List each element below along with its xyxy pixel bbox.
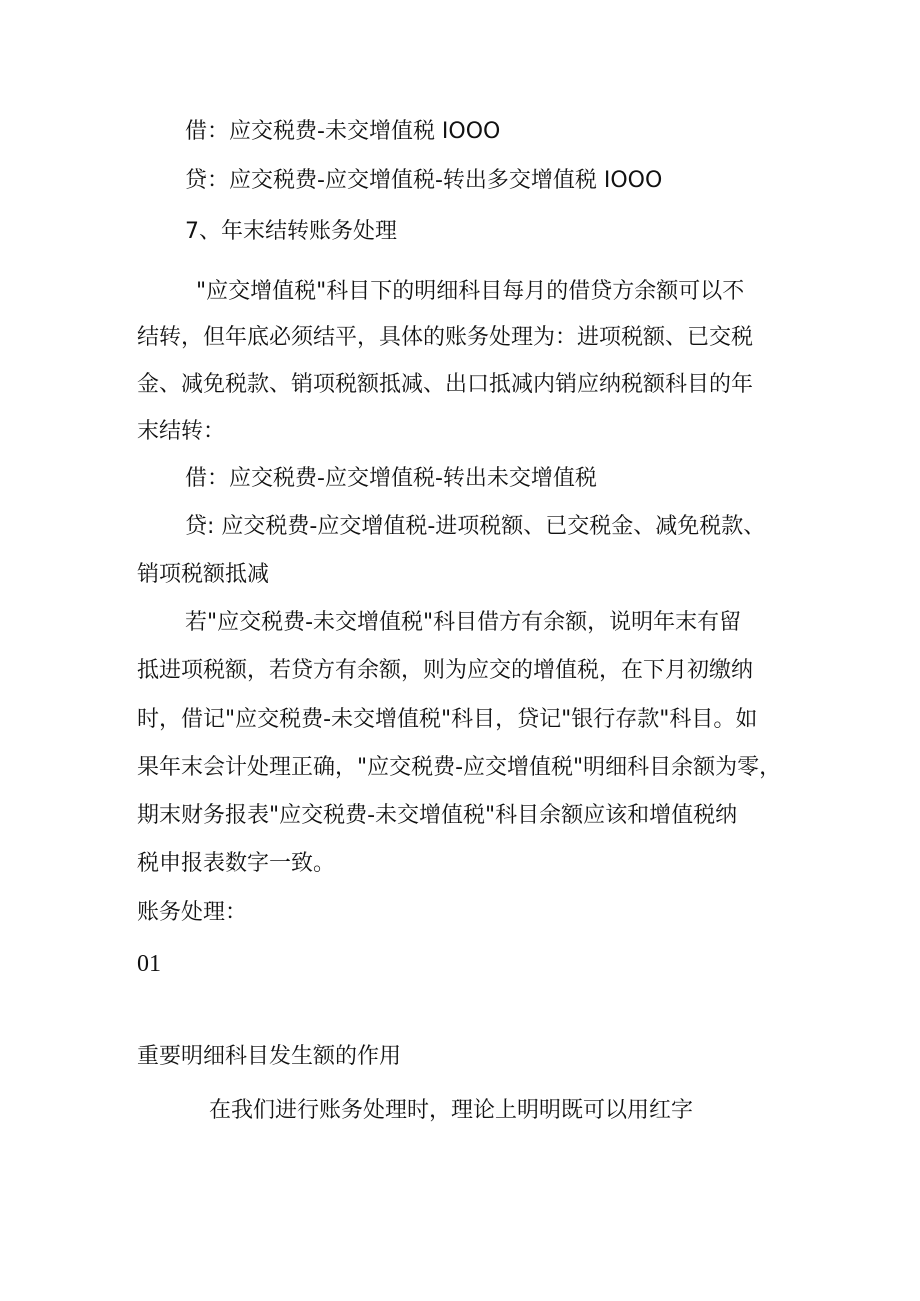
entry-debit-2: 借：应交税费-应交增值税-转出未交增值税 — [185, 466, 597, 491]
entry-debit-1: 借：应交税费-未交增值税 IOOO — [185, 119, 501, 144]
paragraph-line: 时，借记"应交税费-未交增值税"科目，贷记"银行存款"科目。如 — [137, 707, 758, 732]
paragraph-line: 果年末会计处理正确，"应交税费-应交增值税"明细科目余额为零， — [137, 755, 782, 780]
paragraph-line: 金、减免税款、销项税额抵减、出口抵减内销应纳税额科目的年 — [137, 372, 754, 397]
paragraph-line: 在我们进行账务处理时，理论上明明既可以用红字 — [209, 1098, 694, 1123]
paragraph-line: "应交增值税"科目下的明细科目每月的借贷方余额可以不 — [196, 279, 745, 304]
entry-credit-1: 贷：应交税费-应交增值税-转出多交增值税 IOOO — [185, 168, 663, 193]
entry-credit-2-cont: 销项税额抵减 — [137, 562, 270, 587]
label-accounting: 账务处理： — [137, 900, 248, 925]
paragraph-line: 结转，但年底必须结平，具体的账务处理为：进项税额、已交税 — [137, 325, 754, 350]
entry-credit-2: 贷: 应交税费-应交增值税-进项税额、已交税金、减免税款、 — [185, 514, 766, 539]
section-number: 01 — [137, 951, 161, 977]
paragraph-line: 抵进项税额，若贷方有余额，则为应交的增值税，在下月初缴纳 — [137, 658, 754, 683]
paragraph-line: 末结转： — [137, 419, 226, 444]
section-heading-7: 7、年末结转账务处理 — [185, 219, 397, 244]
section-title: 重要明细科目发生额的作用 — [137, 1044, 402, 1069]
paragraph-line: 税申报表数字一致。 — [137, 851, 336, 876]
paragraph-line: 若"应交税费-未交增值税"科目借方有余额，说明年末有留 — [185, 610, 742, 635]
paragraph-line: 期末财务报表"应交税费-未交增值税"科目余额应该和增值税纳 — [137, 803, 738, 828]
